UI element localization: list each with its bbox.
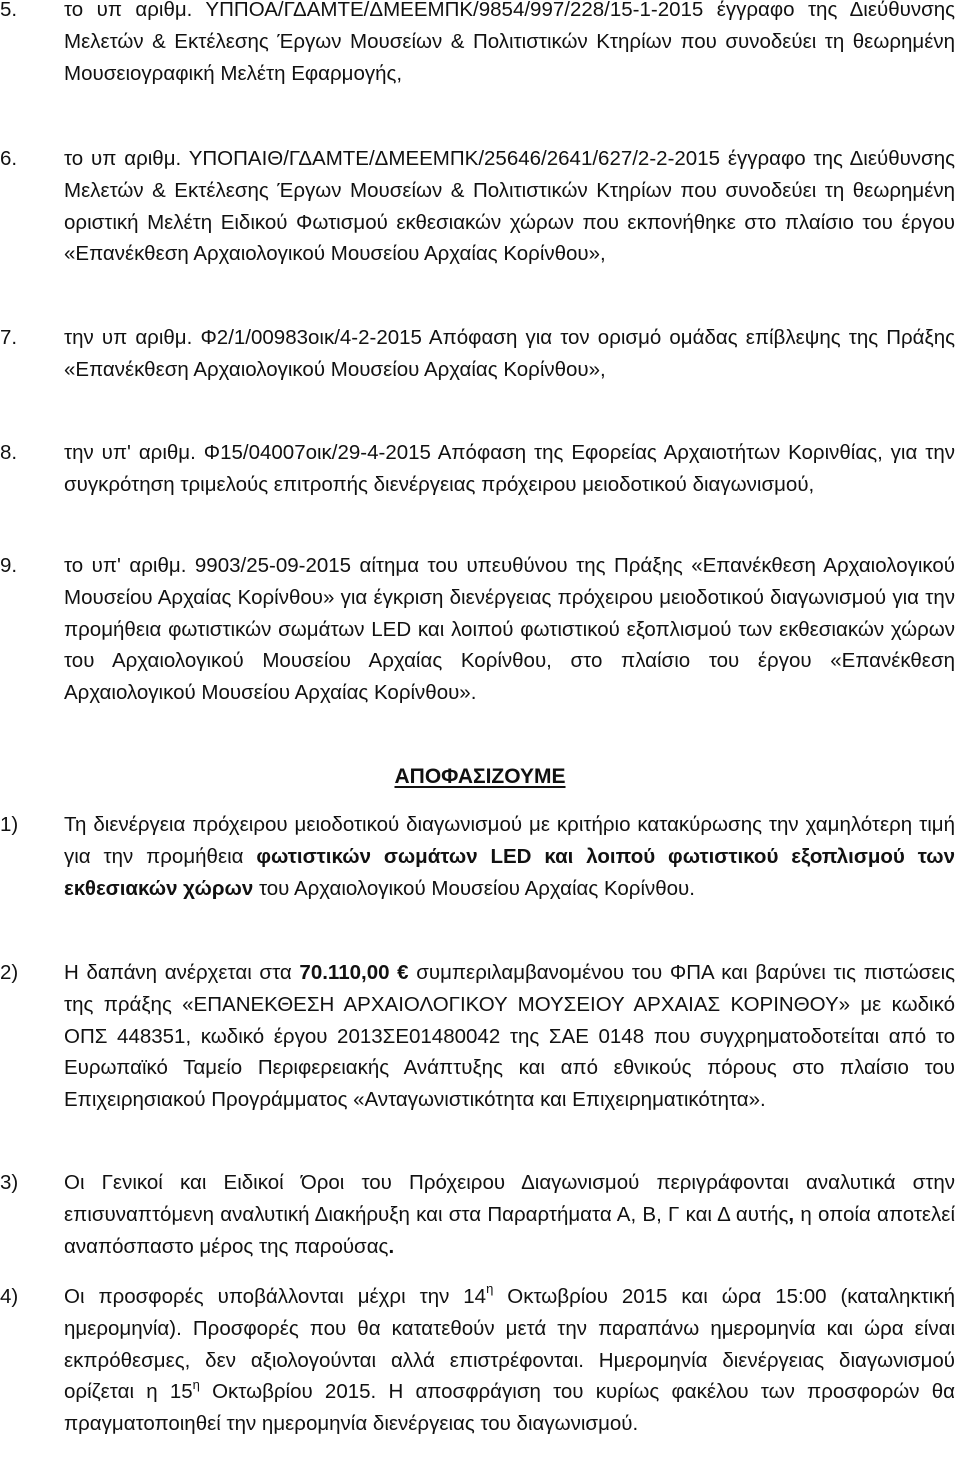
decision-text-part: Οι προσφορές υποβάλλονται μέχρι την 14 <box>64 1285 487 1308</box>
decision-text-part: Οκτωβρίου 2015 και ώρα 15:00 (καταληκτική ημερομηνία). Προσφορές που θα κατατεθούν μετά την παραπάνω ημερομηνία και ώρα είναι εκπρόθεσμες, δεν αξιολογούνται αλλά επιστρέφονται. Ημερομηνία διενέργειας διαγωνισμού ορίζεται η 15 <box>64 1285 955 1404</box>
decision-number: 1) <box>0 813 19 836</box>
decision-text-part: του Αρχαιολογικού Μουσείου Αρχαίας Κορίνθου. <box>258 876 695 900</box>
item-number: 9. <box>0 554 18 577</box>
decision-number: 2) <box>0 961 19 984</box>
item-prefix: την υπ αριθμ. <box>64 326 193 349</box>
decision-text-part: Οι Γενικοί και Ειδικοί Όροι του Πρόχειρου Διαγωνισμού περιγράφονται αναλυτικά στην επισυναπτόμενη αναλυτική Διακήρυξη και στα Παραρτήματα Α, Β, Γ και Δ αυτής <box>64 1171 955 1226</box>
list-item <box>0 550 955 709</box>
list-item <box>0 322 955 386</box>
decision-item <box>0 1167 955 1262</box>
item-text <box>64 143 955 270</box>
decision-item <box>0 957 955 1116</box>
decision-text <box>64 1167 955 1262</box>
item-body: Φ2/1/00983οικ/4-2-2015 Απόφαση για τον ορισμό ομάδας επίβλεψης της Πράξης «Επανέκθεση Αρχαιολογικού Μουσείου Αρχαίας Κορίνθου», <box>64 326 955 381</box>
decision-text-part: Τη διενέργεια πρόχειρου μειοδοτικού διαγωνισμού με κριτήριο κατακύρωσης την χαμηλότερη τιμή για την προμήθεια <box>64 813 955 868</box>
item-prefix: το υπ' αριθμ. <box>64 554 187 577</box>
item-number: 5. <box>0 0 18 21</box>
decision-text-part: Η δαπάνη ανέρχεται στα <box>64 961 292 984</box>
item-body: 9903/25-09-2015 αίτημα του υπευθύνου της Πράξης «Επανέκθεση Αρχαιολογικού Μουσείου Αρχαίας Κορίνθου» για έγκριση διενέργειας πρόχειρου μειοδοτικού διαγωνισμού για την προμήθεια φωτιστικών σωμάτων LED και λοιπού φωτιστικού εξοπλισμού των εκθεσιακών χώρων του Αρχαιολογικού Μουσείου Αρχαίας Κορίνθου, στο πλαίσιο του έργου «Επανέκθεση Αρχαιολογικού Μουσείου Αρχαίας Κορίνθου». <box>64 554 956 705</box>
decision-text-part: συμπεριλαμβανομένου του ΦΠΑ και βαρύνει τις πιστώσεις της πράξης «ΕΠΑΝΕΚΘΕΣΗ ΑΡΧΑΙΟΛΟΓΙΚΟΥ ΜΟΥΣΕΙΟΥ ΑΡΧΑΙΑΣ ΚΟΡΙΝΘΟΥ» με κωδικό ΟΠΣ 448351, κωδικό έργου 2013ΣΕ01480042 της ΣΑΕ 0148 που συγχρηματοδοτείται από το Ευρωπαϊκό Ταμείο Περιφερειακής Ανάπτυξης και από εθνικούς πόρους στο πλαίσιο του Επιχειρησιακού Προγράμματος «Ανταγωνιστικότητα και Επιχειρηματικότητα». <box>64 961 956 1112</box>
item-text <box>64 322 955 386</box>
item-body: Φ15/04007οικ/29-4-2015 Απόφαση της Εφορείας Αρχαιοτήτων Κορινθίας, για την συγκρότηση τριμελούς επιτροπής διενέργειας πρόχειρου μειοδοτικού διαγωνισμού, <box>64 441 955 496</box>
item-number: 7. <box>0 326 18 349</box>
ordinal-superscript: η <box>486 1281 494 1297</box>
decision-number: 3) <box>0 1171 19 1194</box>
decision-text <box>64 1281 955 1440</box>
decision-text-bold: φωτιστικών σωμάτων LED και λοιπού φωτιστικού εξοπλισμού των εκθεσιακών χώρων <box>64 844 955 900</box>
decision-text-part: η οποία αποτελεί αναπόσπαστο μέρος της παρούσας <box>64 1202 955 1258</box>
item-prefix: το υπ αριθμ. <box>64 147 182 170</box>
decision-heading: ΑΠΟΦΑΣΙΖΟΥΜΕ <box>394 765 566 788</box>
item-number: 8. <box>0 441 18 464</box>
item-text <box>64 0 955 89</box>
item-number: 6. <box>0 147 18 170</box>
list-item <box>0 143 955 270</box>
decision-text <box>64 957 955 1116</box>
list-item <box>0 437 955 501</box>
item-text <box>64 550 955 709</box>
item-prefix: την υπ' αριθμ. <box>64 441 196 464</box>
ordinal-superscript: η <box>192 1376 200 1392</box>
item-body: ΥΠΟΠΑΙΘ/ΓΔΑΜΤΕ/ΔΜΕΕΜΠΚ/25646/2641/627/2-2-2015 έγγραφο της Διεύθυνσης Μελετών & Εκτέλεσης Έργων Μουσείων & Πολιτιστικών Κτηρίων που συνοδεύει τη θεωρημένη οριστική Μελέτη Ειδικού Φωτισμού εκθεσιακών χώρων που εκπονήθηκε στο πλαίσιο του έργου «Επανέκθεση Αρχαιολογικού Μουσείου Αρχαίας Κορίνθου», <box>64 147 955 266</box>
item-body: ΥΠΠΟΑ/ΓΔΑΜΤΕ/ΔΜΕΕΜΠΚ/9854/997/228/15-1-2015 έγγραφο της Διεύθυνσης Μελετών & Εκτέλεσης Έργων Μουσείων & Πολιτιστικών Κτηρίων που συνοδεύει τη θεωρημένη Μουσειογραφική Μελέτη Εφαρμογής, <box>64 0 956 85</box>
list-item <box>0 0 955 89</box>
decision-text <box>64 809 955 904</box>
decision-text-bold: , <box>788 1202 795 1226</box>
decision-amount: 70.110,00 € <box>299 961 409 984</box>
decision-item <box>0 809 955 904</box>
item-prefix: το υπ αριθμ. <box>64 0 193 21</box>
decision-item <box>0 1281 955 1440</box>
decision-text-bold: . <box>388 1234 395 1258</box>
item-text <box>64 437 955 501</box>
decision-number: 4) <box>0 1285 19 1308</box>
decision-text-part: Οκτωβρίου 2015. Η αποσφράγιση του κυρίως φακέλου των προσφορών θα πραγματοποιηθεί την ημερομηνία διενέργειας του διαγωνισμού. <box>64 1380 955 1436</box>
